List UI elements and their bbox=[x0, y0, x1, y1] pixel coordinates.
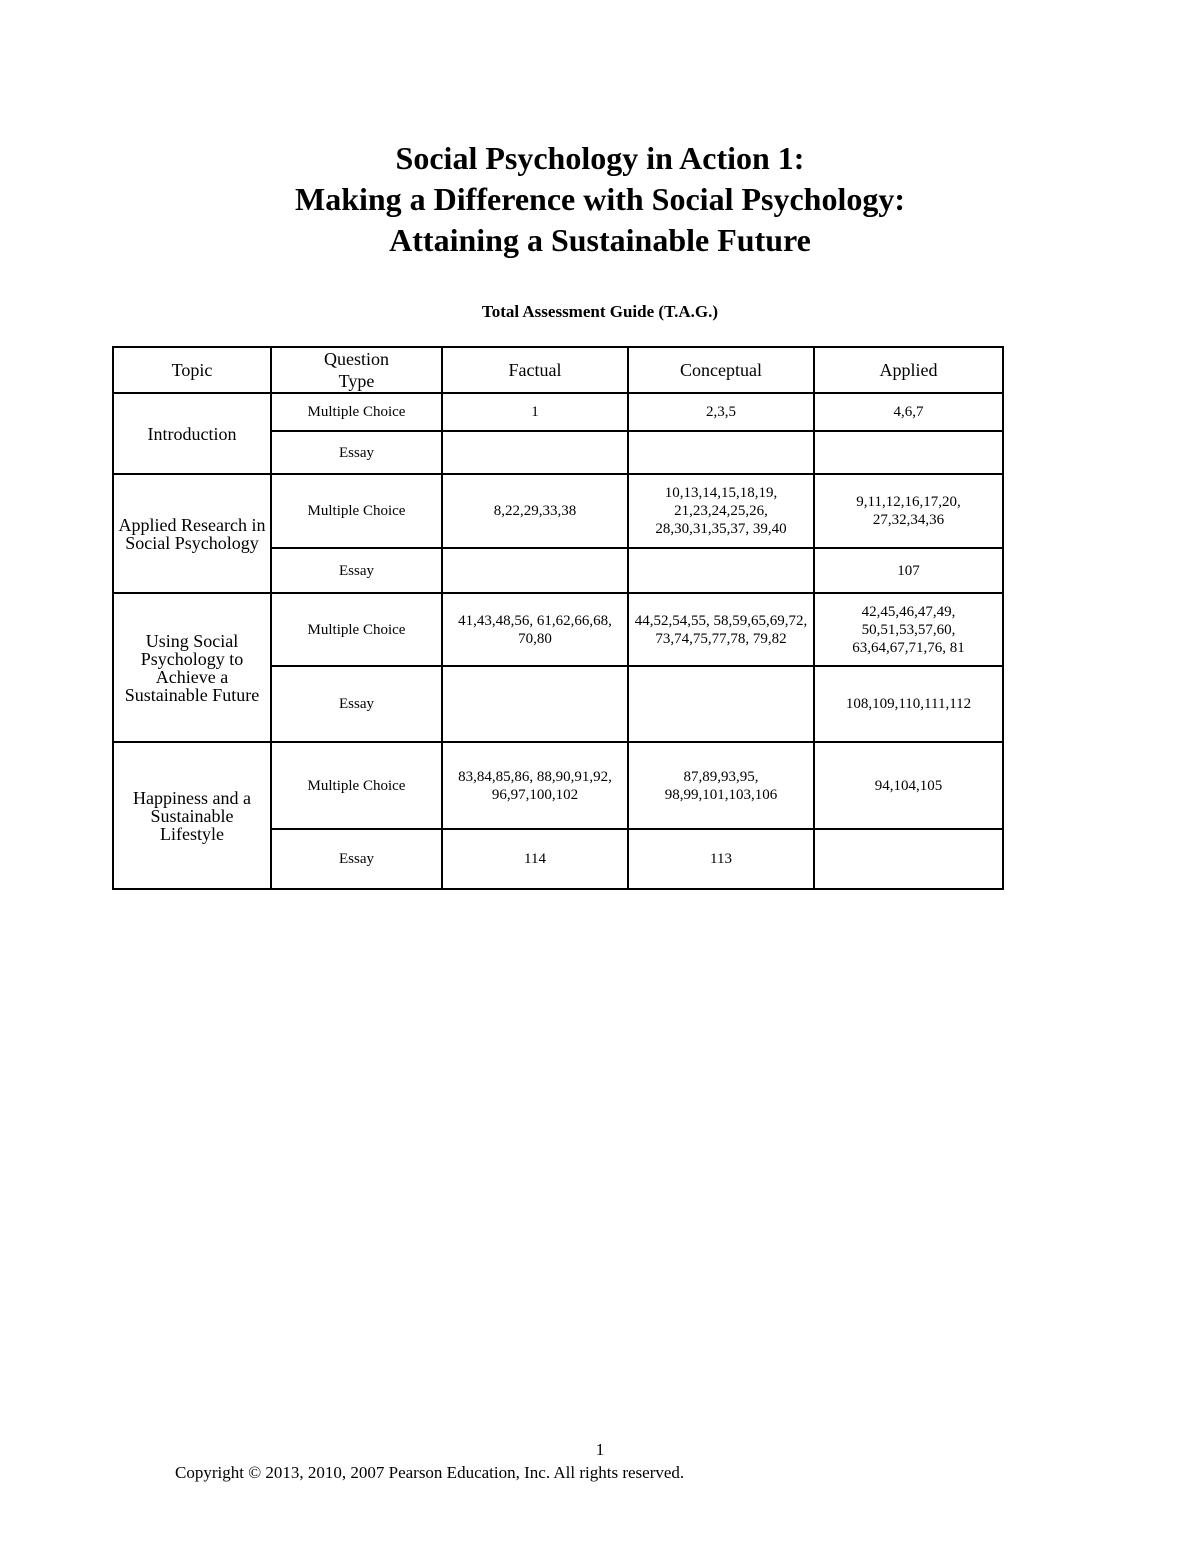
header-row bbox=[113, 347, 1003, 393]
topic-cell: Using Social Psychology to Achieve a Sustainable Future bbox=[113, 593, 271, 742]
factual-cell bbox=[442, 548, 628, 593]
header-topic: Topic bbox=[113, 347, 271, 393]
assessment-guide-table bbox=[112, 346, 1004, 890]
header-question-type-label: Question Type bbox=[324, 349, 389, 391]
factual-cell bbox=[442, 431, 628, 474]
question-type-cell: Multiple Choice bbox=[271, 393, 442, 431]
table-row bbox=[113, 593, 1003, 666]
title-line-2: Making a Difference with Social Psychology: bbox=[294, 181, 905, 217]
factual-cell bbox=[442, 666, 628, 742]
applied-cell: 4,6,7 bbox=[814, 393, 1003, 431]
factual-cell: 41,43,48,56, 61,62,66,68, 70,80 bbox=[442, 593, 628, 666]
applied-cell: 108,109,110,111,112 bbox=[814, 666, 1003, 742]
question-type-cell: Essay bbox=[271, 666, 442, 742]
conceptual-cell: 44,52,54,55, 58,59,65,69,72, 73,74,75,77,78, 79,82 bbox=[628, 593, 814, 666]
header-conceptual: Conceptual bbox=[628, 347, 814, 393]
question-type-cell: Multiple Choice bbox=[271, 474, 442, 548]
question-type-cell: Multiple Choice bbox=[271, 593, 442, 666]
conceptual-cell bbox=[628, 431, 814, 474]
conceptual-cell: 10,13,14,15,18,19, 21,23,24,25,26, 28,30,31,35,37, 39,40 bbox=[628, 474, 814, 548]
question-type-cell: Essay bbox=[271, 829, 442, 889]
topic-cell: Introduction bbox=[113, 393, 271, 474]
conceptual-cell: 87,89,93,95, 98,99,101,103,106 bbox=[628, 742, 814, 829]
factual-cell: 1 bbox=[442, 393, 628, 431]
topic-cell: Happiness and a Sustainable Lifestyle bbox=[113, 742, 271, 889]
document-title bbox=[0, 138, 1200, 261]
table-row bbox=[113, 474, 1003, 548]
applied-cell: 94,104,105 bbox=[814, 742, 1003, 829]
conceptual-cell bbox=[628, 548, 814, 593]
applied-cell bbox=[814, 431, 1003, 474]
title-line-3: Attaining a Sustainable Future bbox=[389, 222, 811, 258]
document-subtitle: Total Assessment Guide (T.A.G.) bbox=[481, 302, 719, 321]
header-applied: Applied bbox=[814, 347, 1003, 393]
title-line-1: Social Psychology in Action 1: bbox=[395, 140, 805, 176]
topic-cell: Applied Research in Social Psychology bbox=[113, 474, 271, 593]
page-number: 1 bbox=[595, 1440, 605, 1459]
header-factual: Factual bbox=[442, 347, 628, 393]
conceptual-cell bbox=[628, 666, 814, 742]
factual-cell: 114 bbox=[442, 829, 628, 889]
applied-cell: 107 bbox=[814, 548, 1003, 593]
conceptual-cell: 2,3,5 bbox=[628, 393, 814, 431]
question-type-cell: Essay bbox=[271, 431, 442, 474]
copyright-notice: Copyright © 2013, 2010, 2007 Pearson Education, Inc. All rights reserved. bbox=[175, 1463, 685, 1482]
factual-cell: 8,22,29,33,38 bbox=[442, 474, 628, 548]
applied-cell: 42,45,46,47,49, 50,51,53,57,60, 63,64,67,71,76, 81 bbox=[814, 593, 1003, 666]
applied-cell bbox=[814, 829, 1003, 889]
factual-cell: 83,84,85,86, 88,90,91,92, 96,97,100,102 bbox=[442, 742, 628, 829]
table-row bbox=[113, 742, 1003, 829]
table-row bbox=[113, 393, 1003, 431]
applied-cell: 9,11,12,16,17,20, 27,32,34,36 bbox=[814, 474, 1003, 548]
question-type-cell: Multiple Choice bbox=[271, 742, 442, 829]
question-type-cell: Essay bbox=[271, 548, 442, 593]
header-question-type bbox=[271, 347, 442, 393]
conceptual-cell: 113 bbox=[628, 829, 814, 889]
